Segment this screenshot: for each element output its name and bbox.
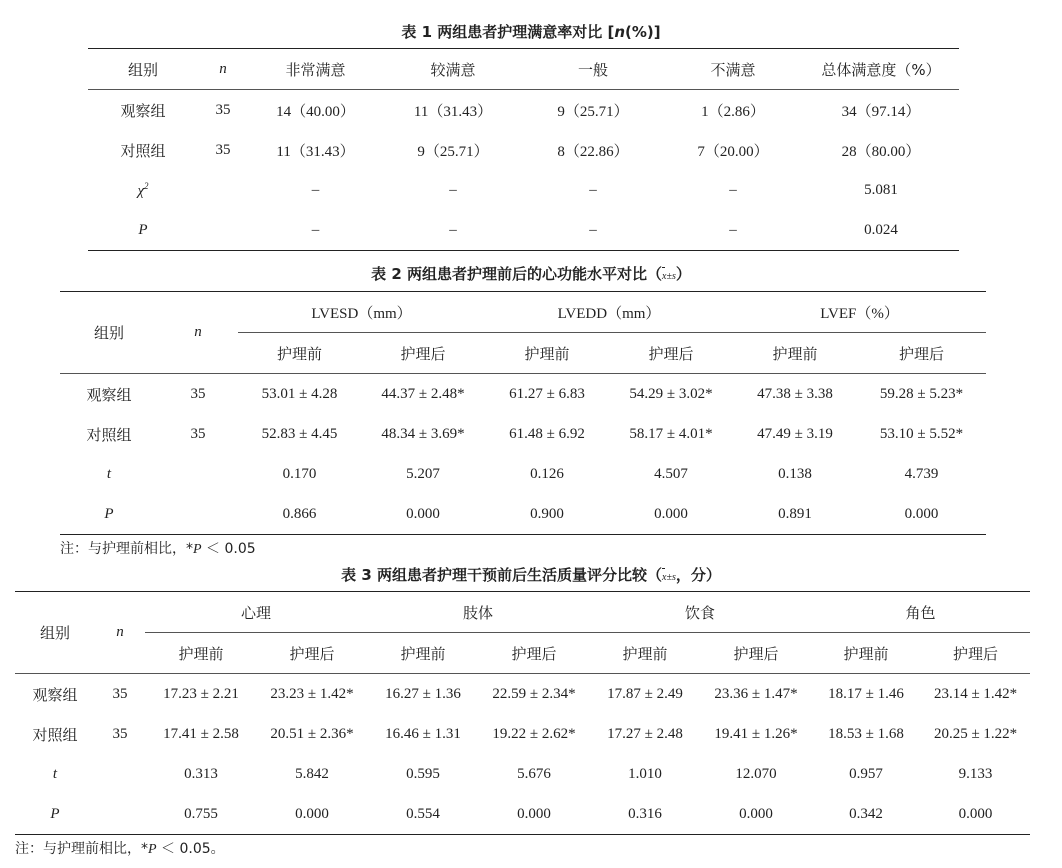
table3-caption-suffix: ，分） [675, 566, 721, 584]
table3-header-group: 组别 [15, 592, 95, 674]
table2-caption [0, 264, 1062, 287]
table3-cell: 16.46 ± 1.31 [385, 725, 461, 742]
table2-cell: 0.900 [485, 494, 609, 535]
table3-cell: 12.070 [735, 765, 777, 782]
table1-cell: 9（25.71） [417, 143, 489, 160]
table3-t-label: t [52, 765, 58, 782]
table3-cell: 0.595 [406, 765, 440, 782]
table2-cell: 4.739 [904, 465, 939, 482]
table3-cell: 5.676 [517, 765, 551, 782]
table1-cell: 11（31.43） [413, 103, 493, 120]
table3-cell [95, 794, 145, 835]
table2-cell: 61.27 ± 6.83 [509, 385, 585, 402]
table3-header-role: 角色 [811, 592, 1030, 633]
table3 [15, 591, 1030, 835]
table1-caption-n: n [614, 23, 626, 41]
table3-note-p: P [148, 842, 157, 857]
table2-header-n: n [158, 292, 238, 374]
chi-symbol: χ [137, 182, 145, 199]
table2-subheader: 护理前 [485, 333, 609, 374]
table1-cell: – [523, 210, 663, 251]
table2-cell [158, 494, 238, 535]
table2-cell: 58.17 ± 4.01* [629, 425, 713, 442]
table3-cell: 5.842 [295, 765, 329, 782]
table2-cell: 5.207 [406, 465, 440, 482]
table-row [60, 414, 986, 454]
table3-cell: 16.27 ± 1.36 [385, 685, 461, 702]
table2-cell: 35 [190, 385, 206, 402]
pm-symbol: ±s [666, 572, 676, 583]
table-row [88, 90, 959, 131]
table1-cell: 观察组 [120, 101, 166, 120]
table-row [88, 170, 959, 210]
table3-subheader: 护理前 [367, 633, 479, 674]
table1-caption-text: 表 1 两组患者护理满意率对比 [ [401, 23, 615, 41]
table1-cell: – [311, 181, 320, 198]
table3-cell: 对照组 [32, 725, 78, 744]
table3-cell: 23.36 ± 1.47* [714, 685, 798, 702]
table2-cell: 0.000 [609, 494, 733, 535]
table1-cell: 1（2.86） [701, 103, 765, 120]
table2-t-label: t [106, 465, 112, 482]
table2-note [60, 540, 256, 559]
table3-subheader: 护理后 [479, 633, 589, 674]
table3-cell: 20.51 ± 2.36* [270, 725, 354, 742]
table3-cell: 17.23 ± 2.21 [163, 685, 239, 702]
table3-cell: 0.554 [367, 794, 479, 835]
table1-cell: 28（80.00） [841, 143, 921, 160]
table3-subheader: 护理后 [701, 633, 811, 674]
table1-header-n: n [198, 49, 248, 90]
table3-cell: 0.000 [257, 794, 367, 835]
table2-subheader: 护理后 [361, 333, 485, 374]
table3-cell: 17.41 ± 2.58 [163, 725, 239, 742]
table1 [88, 48, 959, 251]
table3-subheader: 护理前 [145, 633, 257, 674]
table1-p-label: P [88, 210, 198, 251]
table3-header-row [15, 592, 1030, 633]
table2-note-text: 注：与护理前相比，* [60, 541, 193, 557]
table3-cell: 23.14 ± 1.42* [933, 685, 1018, 702]
table3-cell: 17.87 ± 2.49 [607, 685, 683, 702]
table1-cell: 7（20.00） [697, 143, 769, 160]
table1-cell: 35 [215, 141, 231, 158]
table3-cell: 35 [112, 685, 128, 702]
table2-caption-suffix: ） [675, 265, 691, 283]
table-row [88, 130, 959, 170]
table1-cell: 对照组 [120, 141, 166, 160]
table3-caption [0, 565, 1062, 588]
table3-cell: 19.22 ± 2.62* [492, 725, 576, 742]
table-row [15, 674, 1030, 715]
table1-cell: – [449, 181, 457, 198]
table1-cell: – [663, 210, 803, 251]
table3-cell: 19.41 ± 1.26* [714, 725, 798, 742]
pm-symbol: ±s [666, 271, 676, 282]
table3-subheader: 护理后 [257, 633, 367, 674]
table2-subheader: 护理后 [857, 333, 986, 374]
table2-header-lvesd: LVESD（mm） [238, 292, 485, 333]
table3-cell: 0.000 [921, 794, 1030, 835]
table1-cell: 14（40.00） [276, 103, 355, 120]
table2-header-row [60, 292, 986, 333]
table3-p-label: P [15, 794, 95, 835]
table2-cell: 53.10 ± 5.52* [879, 425, 964, 442]
table3-header-n: n [95, 592, 145, 674]
table3-cell: 18.53 ± 1.68 [828, 725, 904, 742]
table1-cell: – [589, 181, 597, 198]
table2-header-lvef: LVEF（%） [733, 292, 986, 333]
table2-cell: 对照组 [86, 425, 132, 444]
table2-subheader: 护理后 [609, 333, 733, 374]
table3-cell: 0.957 [849, 765, 883, 782]
table1-cell: – [729, 181, 737, 198]
table2-p-label: P [60, 494, 158, 535]
table2-header-lvedd: LVEDD（mm） [485, 292, 733, 333]
table1-cell: 9（25.71） [557, 103, 629, 120]
table1-header-row [88, 49, 959, 90]
table3-note-text: 注：与护理前相比，* [15, 841, 148, 857]
table2-subheader: 护理前 [733, 333, 857, 374]
table3-cell: 22.59 ± 2.34* [492, 685, 576, 702]
table-row [15, 794, 1030, 835]
table3-caption-text: 表 3 两组患者护理干预前后生活质量评分比较（ [341, 566, 663, 584]
table2 [60, 291, 986, 535]
table3-cell: 0.755 [145, 794, 257, 835]
table3-note [15, 840, 225, 859]
table2-cell: 52.83 ± 4.45 [261, 425, 338, 442]
table3-header-psych: 心理 [145, 592, 367, 633]
table3-note-suffix: ＜ 0.05。 [156, 841, 225, 857]
table3-cell: 35 [112, 725, 128, 742]
table-row [88, 210, 959, 251]
table1-header-group: 组别 [88, 49, 198, 90]
table2-cell: 59.28 ± 5.23* [879, 385, 964, 402]
table2-caption-text: 表 2 两组患者护理前后的心功能水平对比（ [371, 265, 663, 283]
table3-header-diet: 饮食 [589, 592, 811, 633]
table2-cell: 0.170 [282, 465, 317, 482]
table1-cell: 34（97.14） [841, 103, 921, 120]
table2-cell: 0.000 [857, 494, 986, 535]
table2-cell: 0.000 [361, 494, 485, 535]
table1-header-very-satisfied: 非常满意 [248, 49, 383, 90]
table1-header-overall: 总体满意度（%） [803, 49, 959, 90]
table3-cell: 20.25 ± 1.22* [933, 725, 1018, 742]
xbar-symbol: x [662, 568, 666, 588]
table3-cell: 0.313 [184, 765, 218, 782]
table2-cell: 48.34 ± 3.69* [381, 425, 465, 442]
table2-note-p: P [193, 542, 202, 557]
table3-cell: 0.316 [589, 794, 701, 835]
table3-header-body: 肢体 [367, 592, 589, 633]
table3-cell: 0.000 [479, 794, 589, 835]
table2-cell: 4.507 [654, 465, 688, 482]
table2-subheader: 护理前 [238, 333, 361, 374]
table2-cell: 44.37 ± 2.48* [381, 385, 465, 402]
table1-chi-label [88, 170, 198, 210]
table1-caption-suffix: (%)] [625, 23, 661, 41]
table3-cell: 17.27 ± 2.48 [607, 725, 683, 742]
table3-subheader: 护理前 [589, 633, 701, 674]
table-row [15, 714, 1030, 754]
table2-note-suffix: ＜ 0.05 [201, 541, 256, 557]
table2-cell: 观察组 [86, 385, 132, 404]
table1-cell: 35 [215, 101, 231, 118]
table2-cell: 61.48 ± 6.92 [509, 425, 585, 442]
table2-cell: 0.126 [530, 465, 564, 482]
table1-cell: 8（22.86） [557, 143, 629, 160]
table2-cell [158, 454, 238, 494]
table1-header-average: 一般 [523, 49, 663, 90]
table1-header-satisfied: 较满意 [383, 49, 523, 90]
table3-cell: 0.000 [701, 794, 811, 835]
table3-cell: 18.17 ± 1.46 [828, 685, 904, 702]
table1-cell: 5.081 [864, 181, 898, 198]
table1-header-unsatisfied: 不满意 [663, 49, 803, 90]
table2-cell: 54.29 ± 3.02* [629, 385, 713, 402]
table3-cell: 23.23 ± 1.42* [270, 685, 354, 702]
table1-cell [198, 170, 248, 210]
table1-cell: 11（31.43） [276, 143, 355, 160]
table-row [60, 494, 986, 535]
table3-subheader-row [15, 633, 1030, 674]
table2-cell: 47.38 ± 3.38 [757, 385, 833, 402]
table1-cell: – [248, 210, 383, 251]
table2-cell: 0.866 [238, 494, 361, 535]
table3-subheader: 护理后 [921, 633, 1030, 674]
table3-subheader: 护理前 [811, 633, 921, 674]
table3-cell: 9.133 [958, 765, 993, 782]
table3-cell: 0.342 [811, 794, 921, 835]
table3-cell: 1.010 [628, 765, 662, 782]
table2-header-group: 组别 [60, 292, 158, 374]
table1-cell: – [383, 210, 523, 251]
table-row [60, 374, 986, 415]
table2-cell: 0.891 [733, 494, 857, 535]
table2-cell: 0.138 [778, 465, 812, 482]
table3-cell: 观察组 [32, 685, 78, 704]
table1-cell [198, 210, 248, 251]
table-row [60, 454, 986, 494]
xbar-symbol: x [662, 267, 666, 287]
table1-cell: 0.024 [803, 210, 959, 251]
table2-cell: 53.01 ± 4.28 [261, 385, 338, 402]
table3-cell [95, 754, 145, 794]
table-row [15, 754, 1030, 794]
chi-superscript: 2 [144, 180, 149, 191]
table2-cell: 35 [190, 425, 206, 442]
table1-caption [0, 22, 1062, 42]
table2-cell: 47.49 ± 3.19 [757, 425, 833, 442]
